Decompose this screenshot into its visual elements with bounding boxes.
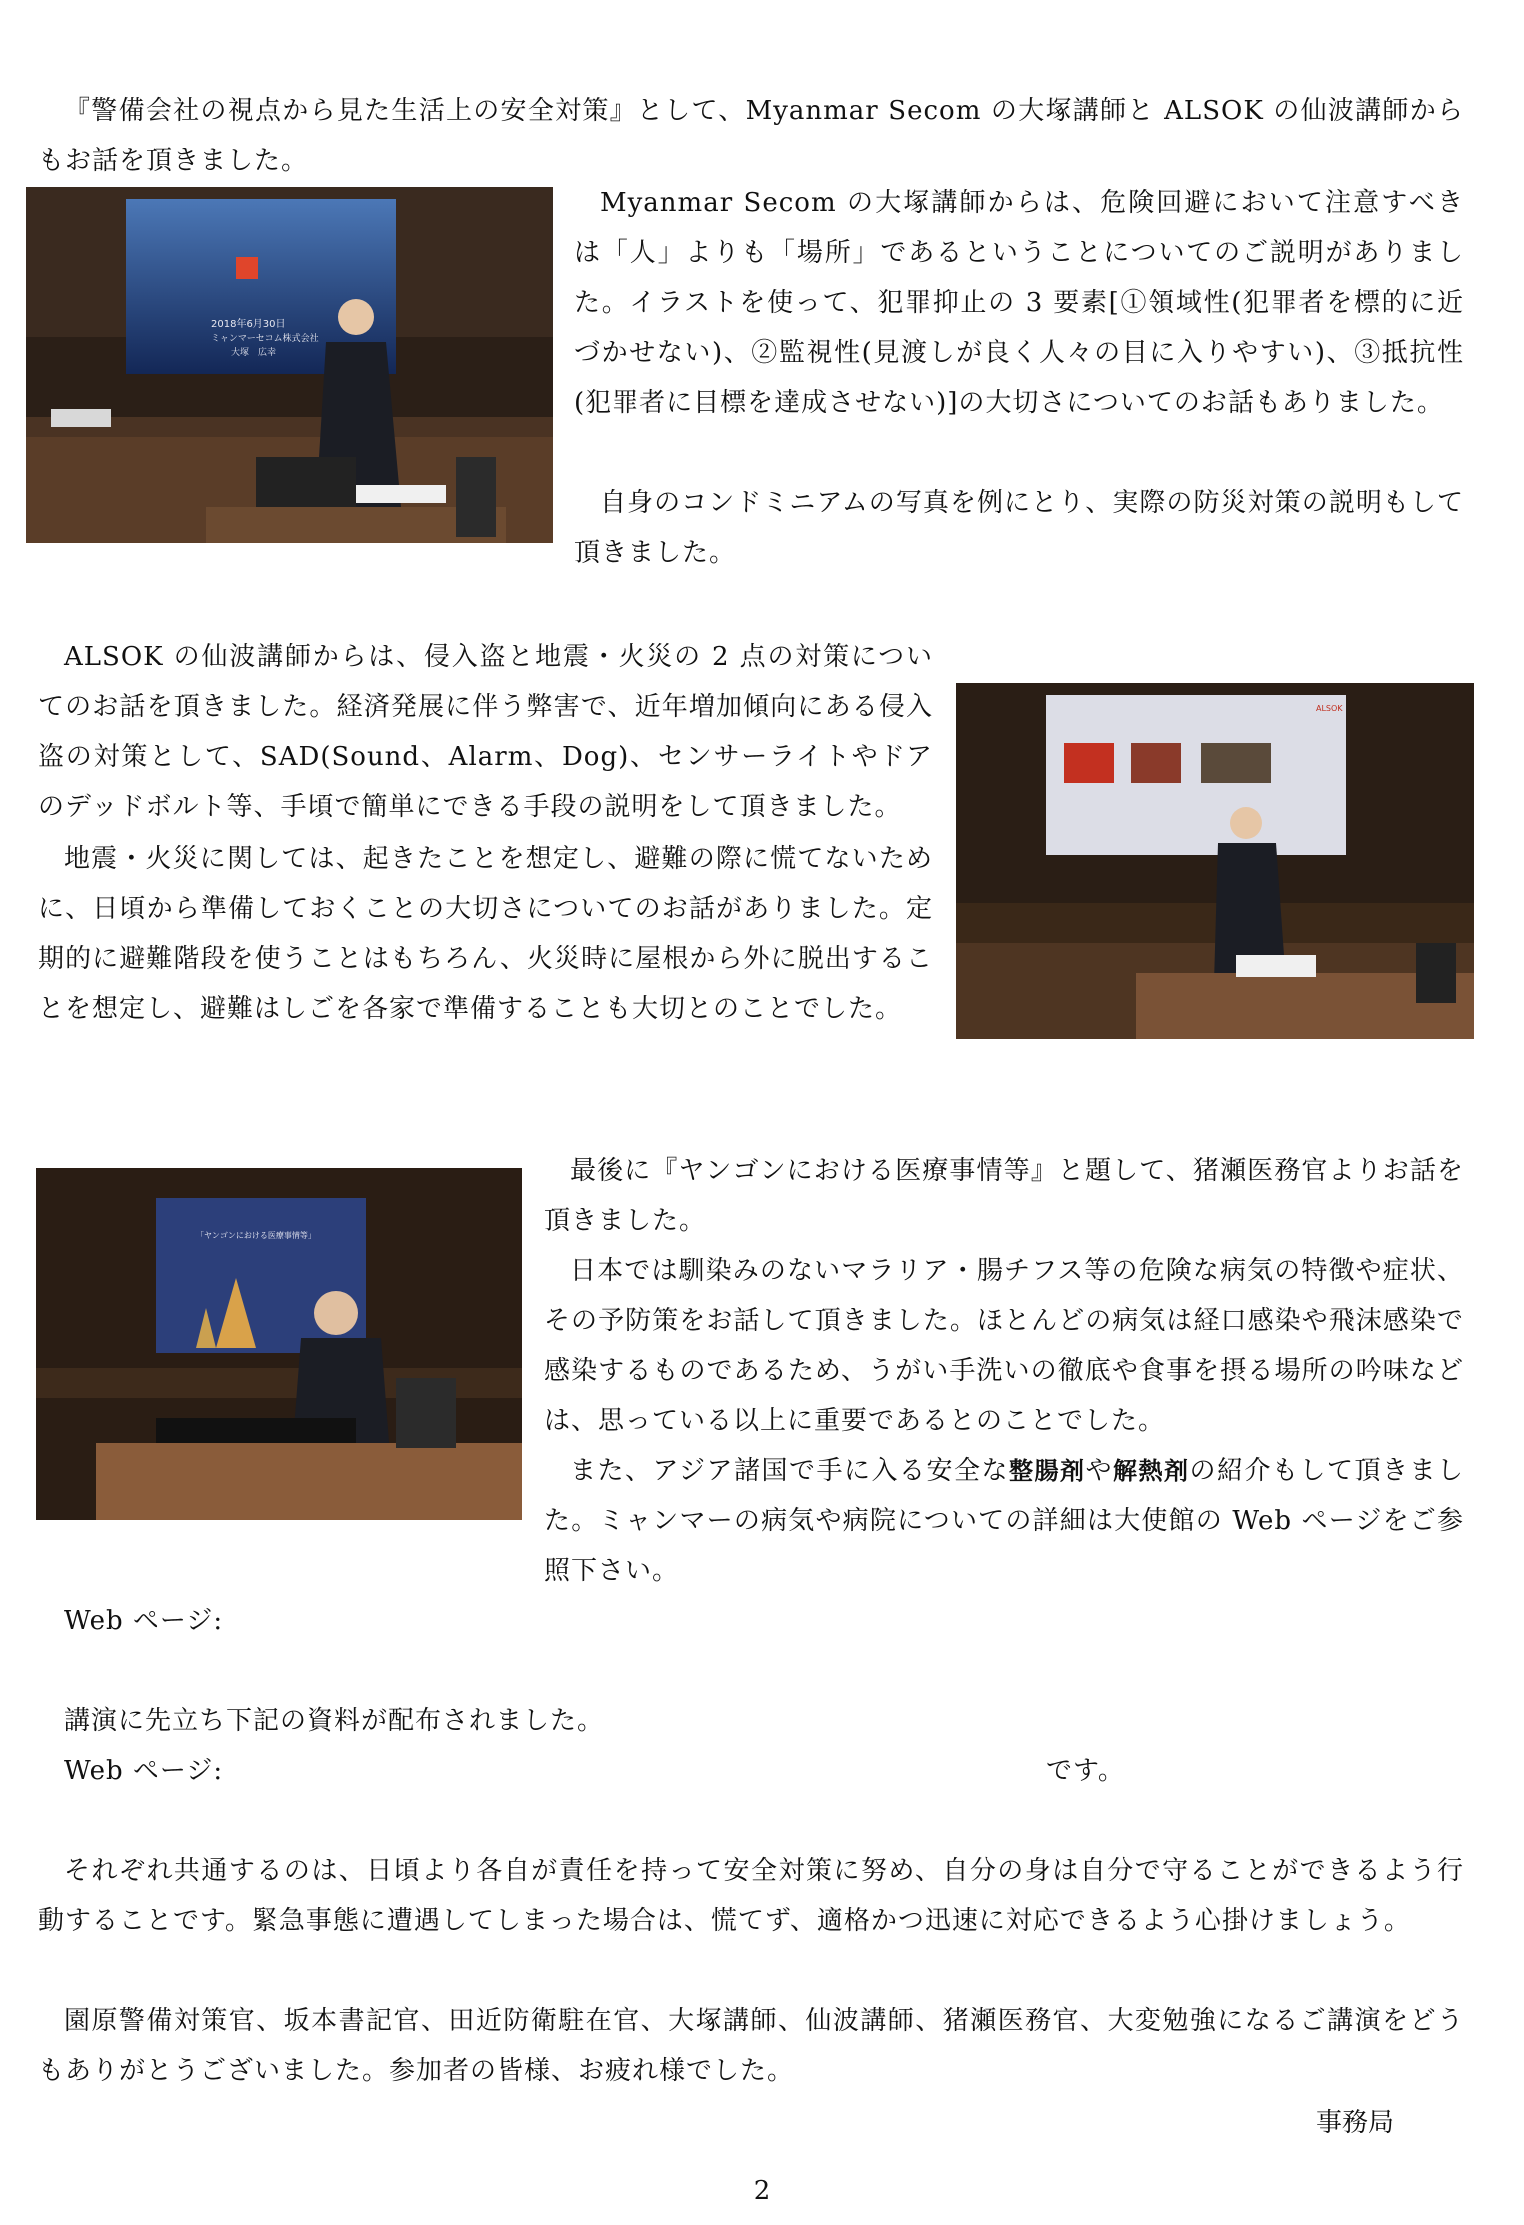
- medical-paragraph-3: [544, 1446, 1464, 1596]
- secom-slide-name: 大塚 広幸: [231, 348, 277, 358]
- medical-p3-bold1: 整腸剤: [1008, 1457, 1086, 1485]
- medical-slide-title: 「ヤンゴンにおける医療事情等」: [196, 1231, 316, 1240]
- closing-paragraph-2: 園原警備対策官、坂本書記官、田近防衛駐在官、大塚講師、仙波講師、猪瀬医務官、大変勉強になるご講演をどうもありがとうございました。参加者の皆様、お疲れ様でした。: [38, 2006, 1464, 2086]
- signature: 事務局: [1316, 2108, 1395, 2138]
- secom-slide-company: ミャンマーセコム株式会社: [211, 334, 319, 344]
- medical-p3-a: また、アジア諸国で手に入る安全な: [570, 1456, 1009, 1486]
- secom-paragraph-2: 自身のコンドミニアムの写真を例にとり、実際の防災対策の説明もして頂きました。: [574, 488, 1464, 568]
- page-number: 2: [753, 2176, 771, 2206]
- alsok-lecture-photo: [956, 683, 1474, 1039]
- secom-paragraph-1: Myanmar Secom の大塚講師からは、危険回避において注意すべきは「人」よりも「場所」であるということについてのご説明がありました。イラストを使って、犯罪抑止の 3 要素[①領域性(犯罪者を標的に近づかせない)、②監視性(見渡しが良く人々の目に入りやすい)、③抵抗性(犯罪者に目標を達成させない)]の大切さについてのお話もありました。: [574, 188, 1464, 418]
- medical-web-label: Web ページ:: [64, 1606, 224, 1636]
- materials-line: 講演に先立ち下記の資料が配布されました。: [64, 1706, 605, 1736]
- intro-paragraph: 『警備会社の視点から見た生活上の安全対策』として、Myanmar Secom の大塚講師と ALSOK の仙波講師からもお話を頂きました。: [38, 96, 1464, 176]
- materials-web-suffix: です。: [1046, 1756, 1125, 1786]
- alsok-paragraph-2: 地震・火災に関しては、起きたことを想定し、避難の際に慌てないために、日頃から準備しておくことの大切さについてのお話がありました。定期的に避難階段を使うことはもちろん、火災時に屋根から外に脱出することを想定し、避難はしごを各家で準備することも大切とのことでした。: [38, 844, 933, 1024]
- secom-slide-date: 2018年6月30日: [211, 319, 286, 330]
- medical-paragraph-1: 最後に『ヤンゴンにおける医療事情等』と題して、猪瀬医務官よりお話を頂きました。: [544, 1156, 1464, 1236]
- medical-paragraph-2: 日本では馴染みのないマラリア・腸チフス等の危険な病気の特徴や症状、その予防策をお話して頂きました。ほとんどの病気は経口感染や飛沫感染で感染するものであるため、うがい手洗いの徹底や食事を摂る場所の吟味などは、思っている以上に重要であるとのことでした。: [544, 1256, 1464, 1436]
- medical-p3-bold2: 解熱剤: [1112, 1457, 1190, 1485]
- medical-p3-c: の紹介もして頂きました。ミャンマーの病気や病院についての詳細は大使館の Web ページをご参照下さい。: [544, 1456, 1464, 1586]
- alsok-slide-logo: ALSOK: [1316, 704, 1343, 713]
- closing-paragraph-1: それぞれ共通するのは、日頃より各自が責任を持って安全対策に努め、自分の身は自分で守ることができるよう行動することです。緊急事態に遭遇してしまった場合は、慌てず、適格かつ迅速に対応できるよう心掛けましょう。: [38, 1856, 1464, 1936]
- medical-p3-b: や: [1085, 1456, 1113, 1486]
- medical-lecture-photo: [36, 1168, 522, 1520]
- secom-lecture-photo: [26, 187, 553, 543]
- materials-web-label: Web ページ:: [64, 1756, 224, 1786]
- alsok-paragraph-1: ALSOK の仙波講師からは、侵入盗と地震・火災の 2 点の対策についてのお話を頂きました。経済発展に伴う弊害で、近年増加傾向にある侵入盗の対策として、SAD(Sound、Alarm、Dog)、センサーライトやドアのデッドボルト等、手頃で簡単にできる手段の説明をして頂きました。: [38, 642, 933, 822]
